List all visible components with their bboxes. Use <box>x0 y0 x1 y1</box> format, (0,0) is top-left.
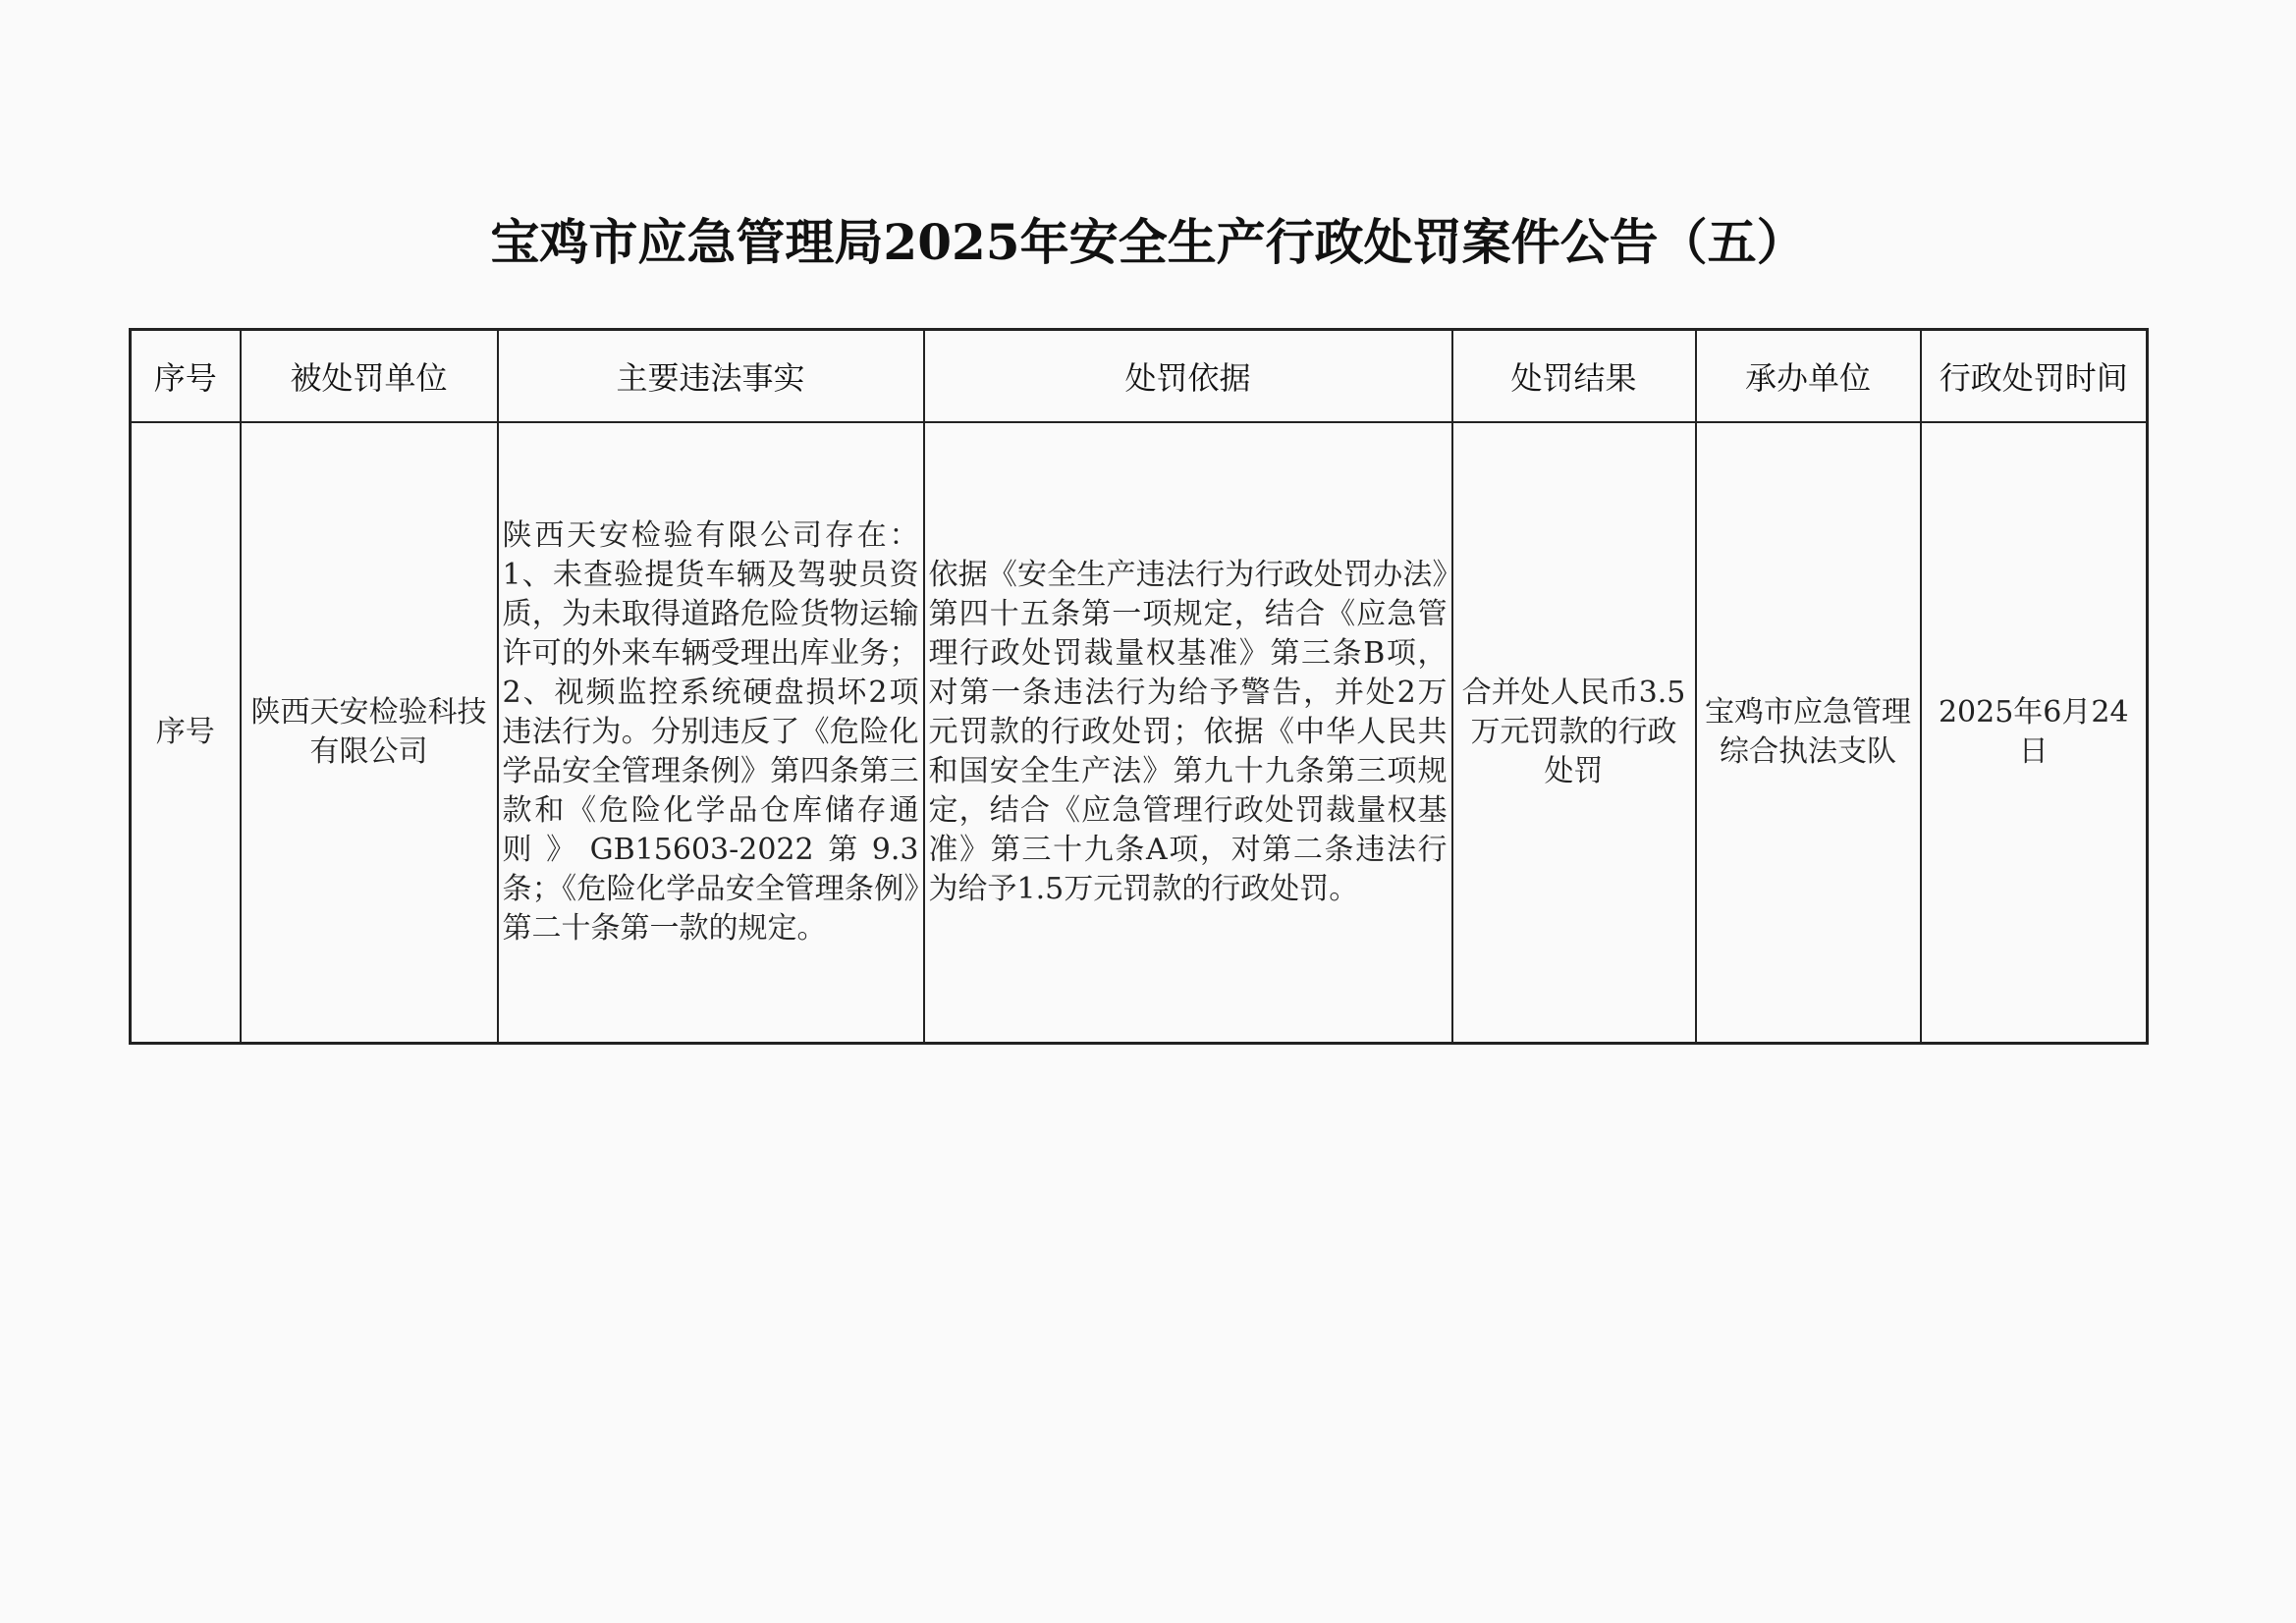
cell-penalty-basis: 依据《安全生产违法行为行政处罚办法》第四十五条第一项规定，结合《应急管理行政处罚裁量权基准》第三条B项，对第一条违法行为给予警告，并处2万元罚款的行政处罚；依据《中华人民共和国安全生产法》第九十九条第三项规定，结合《应急管理行政处罚裁量权基准》第三十九条A项，对第二条违法行为给予1.5万元罚款的行政处罚。 <box>924 422 1452 1044</box>
header-penalty-result: 处罚结果 <box>1452 330 1696 422</box>
header-main-facts: 主要违法事实 <box>498 330 924 422</box>
cell-main-facts: 陕西天安检验有限公司存在：1、未查验提货车辆及驾驶员资质，为未取得道路危险货物运输许可的外来车辆受理出库业务；2、视频监控系统硬盘损坏2项违法行为。分别违反了《危险化学品安全管理条例》第四条第三款和《危险化学品仓库储存通则》GB15603-2022第9.3条；《危险化学品安全管理条例》第二十条第一款的规定。 <box>498 422 924 1044</box>
header-handling-unit: 承办单位 <box>1696 330 1921 422</box>
cell-penalty-result: 合并处人民币3.5万元罚款的行政处罚 <box>1452 422 1696 1044</box>
cell-index: 序号 <box>131 422 241 1044</box>
header-penalty-basis: 处罚依据 <box>924 330 1452 422</box>
cell-penalized-unit: 陕西天安检验科技有限公司 <box>241 422 498 1044</box>
table-row <box>131 422 2148 1044</box>
page-title: 宝鸡市应急管理局2025年安全生产行政处罚案件公告（五） <box>490 213 1806 271</box>
cell-penalty-date: 2025年6月24日 <box>1921 422 2148 1044</box>
cell-handling-unit: 宝鸡市应急管理综合执法支队 <box>1696 422 1921 1044</box>
header-index: 序号 <box>131 330 241 422</box>
table-header-row <box>131 330 2148 422</box>
header-penalty-date: 行政处罚时间 <box>1921 330 2148 422</box>
header-penalized-unit: 被处罚单位 <box>241 330 498 422</box>
penalty-notice-table <box>129 328 2149 1045</box>
